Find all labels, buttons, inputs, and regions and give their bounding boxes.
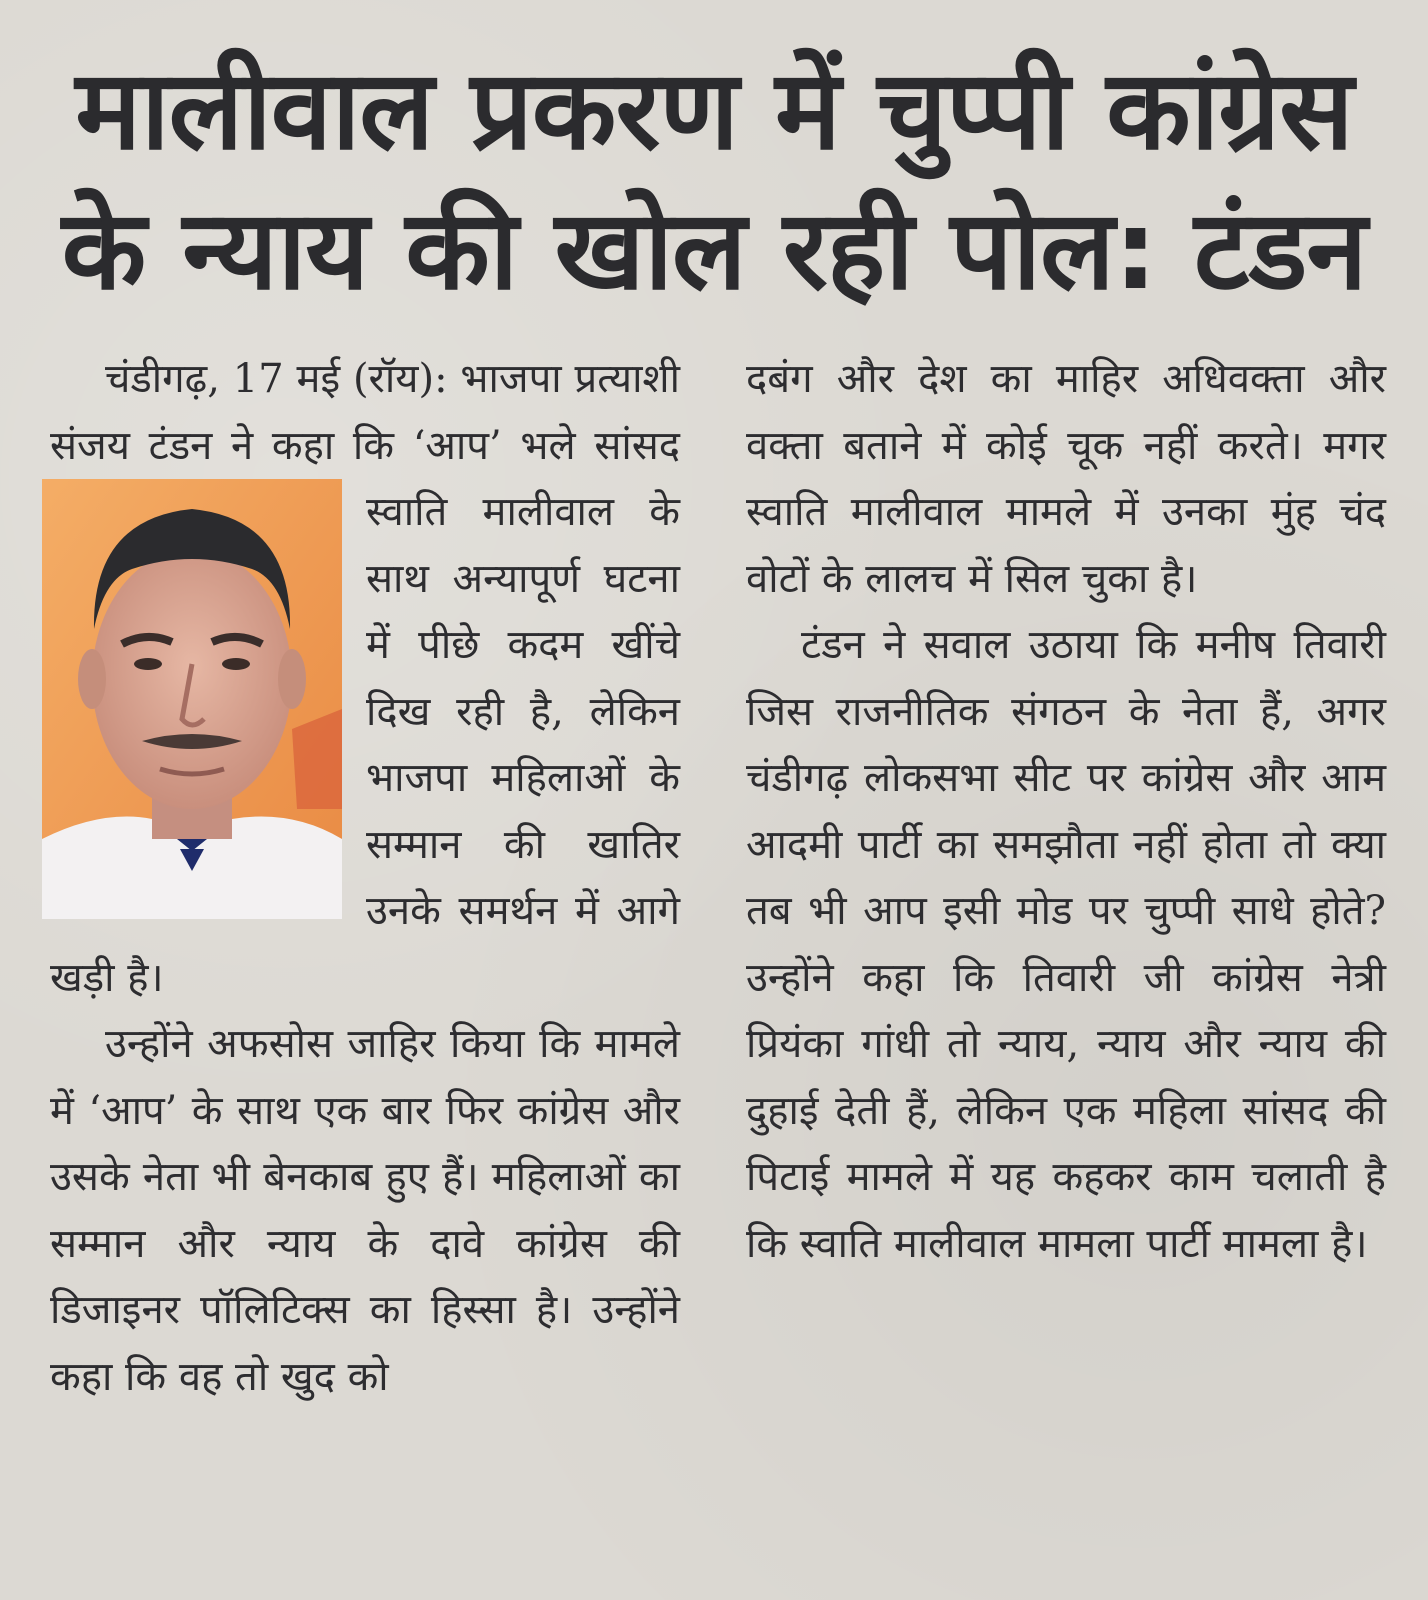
dateline-paragraph-text xyxy=(50,356,680,1001)
dateline-text-part-1: चंडीगढ़, 17 मई (रॉय): भाजपा प्रत्याशी संजय टंडन ने कहा कि xyxy=(50,356,680,469)
headline-line-2: के न्याय की खोल रही पोल: टंडन xyxy=(61,186,1367,314)
article-paragraph: उन्होंने अफसोस जाहिर किया कि मामले में ‘आप’ के साथ एक बार फिर कांग्रेस और उसके नेता भी बेनकाब हुए हैं। महिलाओं का सम्मान और न्याय के दावे कांग्रेस की डिजाइनर पॉलिटिक्स का हिस्सा है। उन्होंने कहा कि वह तो खुद को xyxy=(50,1021,680,1400)
article-column-right xyxy=(746,346,1386,1277)
dateline-text-part-2: ‘आप’ भले सांसद स्वाति मालीवाल के साथ अन्यापूर्ण घटना में पीछे कदम खींचे दिख रही है, लेकिन भाजपा महिलाओं के सम्मान की खातिर उनके समर्थन में आगे खड़ी है। xyxy=(50,422,680,1001)
headline-line-1: मालीवाल प्रकरण में चुप्पी कांग्रेस xyxy=(75,46,1353,174)
article-column-left xyxy=(50,346,680,1410)
portrait-image xyxy=(42,479,342,919)
headline xyxy=(0,40,1428,320)
article-paragraph: टंडन ने सवाल उठाया कि मनीष तिवारी जिस राजनीतिक संगठन के नेता हैं, अगर चंडीगढ़ लोकसभा सीट पर कांग्रेस और आम आदमी पार्टी का समझौता नहीं होता तो क्या तब भी आप इसी मोड पर चुप्पी साधे होते? उन्होंने कहा कि तिवारी जी कांग्रेस नेत्री प्रियंका गांधी तो न्याय, न्याय और न्याय की दुहाई देती हैं, लेकिन एक महिला सांसद की पिटाई मामले में यह कहकर काम चलाती है कि स्वाति मालीवाल मामला पार्टी मामला है। xyxy=(746,622,1386,1267)
portrait-photo xyxy=(42,479,342,919)
article-paragraph: दबंग और देश का माहिर अधिवक्ता और वक्ता बताने में कोई चूक नहीं करते। मगर स्वाति मालीवाल मामले में उनका मुंह चंद वोटों के लालच में सिल चुका है। xyxy=(746,356,1386,602)
article-paragraph xyxy=(50,346,680,1011)
